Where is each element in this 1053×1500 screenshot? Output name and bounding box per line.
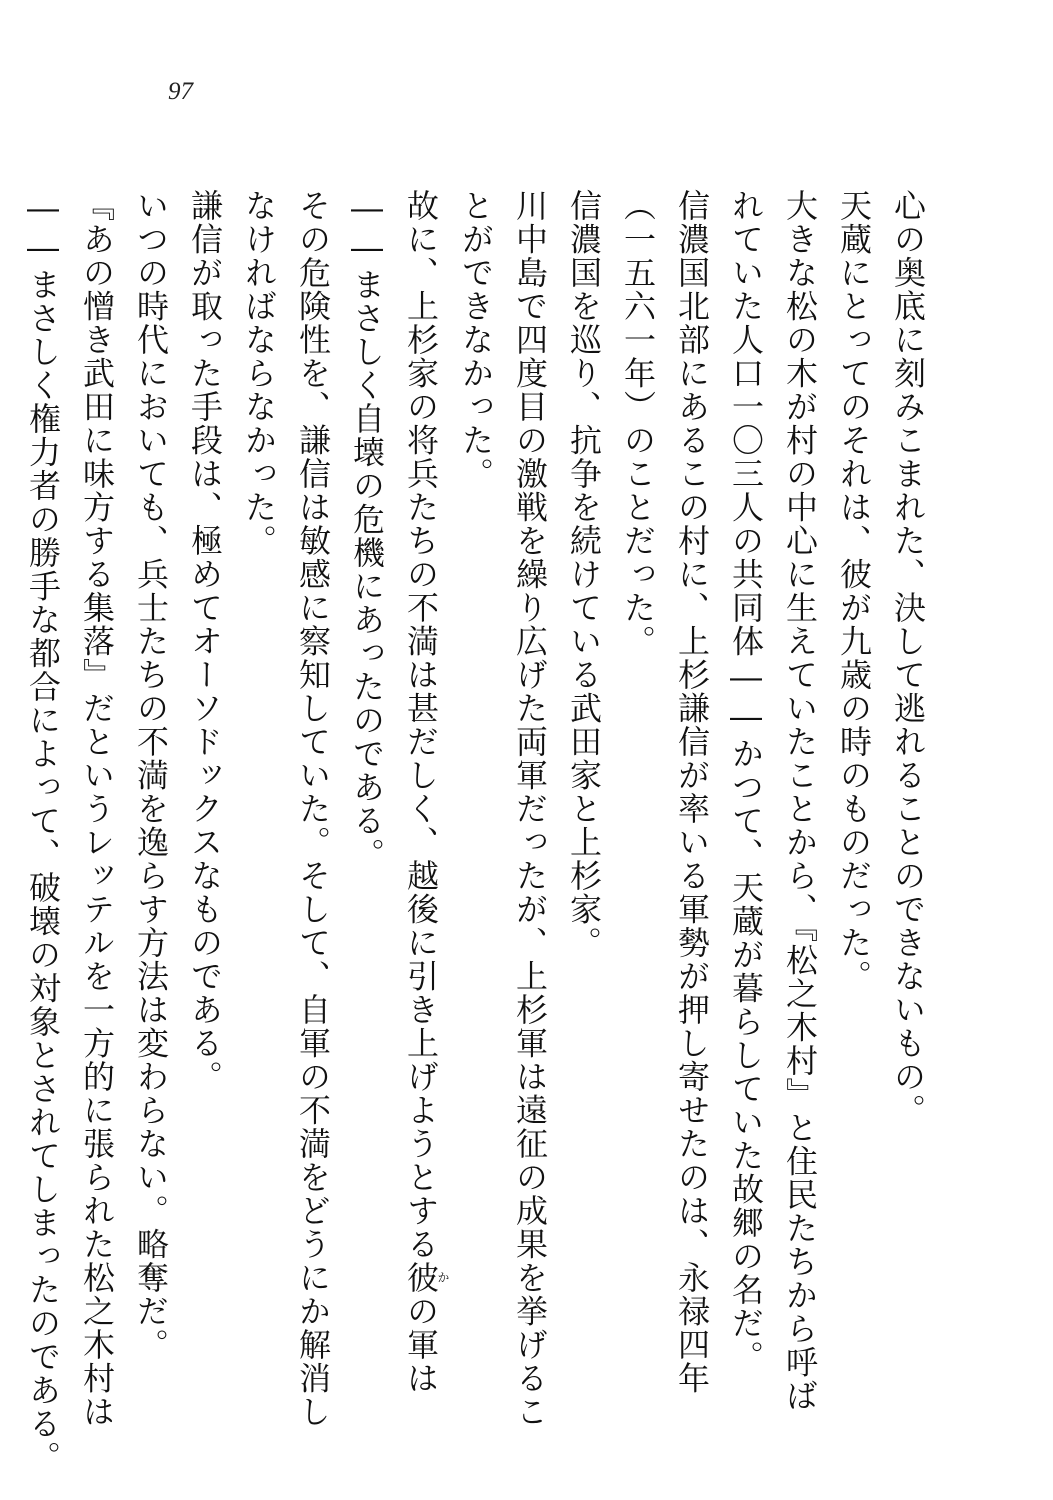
body-text (16, 189, 935, 1474)
paragraph-text: 故に、上杉家の将兵たちの不満は甚だしく、越後に引き上げようとする (402, 189, 440, 1261)
ruby-base: 彼 (402, 1261, 440, 1295)
paragraph: 『あの憎き武田に味方する集落』だというレッテルを一方的に張られた松之木村は (78, 189, 116, 1429)
paragraph: 大きな松の木が村の中心に生えていたことから、『松之木村』と住民たちから呼ば (781, 189, 819, 1413)
paragraph: 謙信が取った手段は、極めてオーソドックスなものである。 (186, 189, 224, 1094)
ruby-annotation (402, 1261, 450, 1295)
ruby-reading: か (436, 1261, 450, 1295)
paragraph: 心の奥底に刻みこまれた、決して逃れることのできないもの。 (889, 189, 927, 1127)
paragraph: いつの時代においても、兵士たちの不満を逸らす方法は変わらない。略奪だ。 (132, 189, 170, 1362)
paragraph: 信濃国を巡り、抗争を続けている武田家と上杉家。 (565, 189, 603, 960)
paragraph: とができなかった。 (457, 189, 495, 491)
page-number: 97 (168, 78, 193, 105)
paragraph: ――まさしく自壊の危機にあったのである。 (348, 189, 386, 871)
paragraph: 信濃国北部にあるこの村に、上杉謙信が率いる軍勢が押し寄せたのは、永禄四年 (673, 189, 711, 1395)
paragraph: なければならなかった。 (240, 189, 278, 558)
paragraph: 天蔵にとってのそれは、彼が九歳の時のものだった。 (835, 189, 873, 993)
paragraph: ――まさしく権力者の勝手な都合によって、破壊の対象とされてしまったのである。 (24, 189, 62, 1474)
paragraph: れていた人口一〇三人の共同体――かつて、天蔵が暮らしていた故郷の名だ。 (727, 189, 765, 1374)
paragraph: 川中島で四度目の激戦を繰り広げた両軍だったが、上杉軍は遠征の成果を挙げるこ (511, 189, 549, 1429)
paragraph: その危険性を、謙信は敏感に察知していた。そして、自軍の不満をどうにか解消し (294, 189, 332, 1429)
paragraph-with-ruby (394, 189, 450, 1395)
paragraph-text-continued: の軍は (402, 1294, 440, 1395)
paragraph: （一五六一年）のことだった。 (619, 189, 657, 658)
